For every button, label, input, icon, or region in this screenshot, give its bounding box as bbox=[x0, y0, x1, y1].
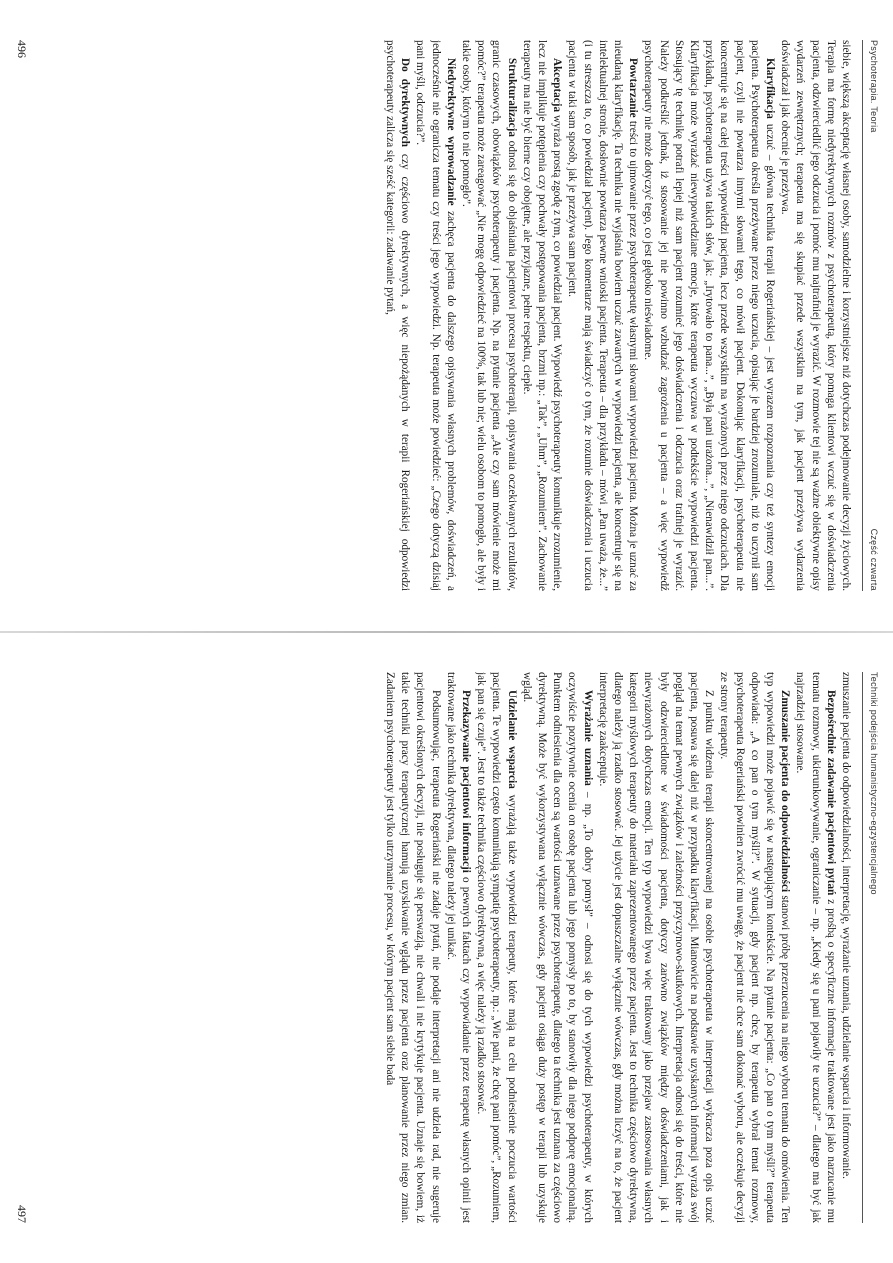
paragraph: Przekazywanie pacjentowi informacji o pewnych faktach czy wypowiadanie przez terapeutę własnych opinii jest traktowane jako technika dyrektywna, dlatego należy jej unikać. bbox=[444, 672, 472, 1223]
paragraph: Podsumowując, terapeuta Rogeriański nie zadaje pytań, nie podaje interpretacji ani nie udziela rad, nie sugeruje pacjentowi określonych decyzji, nie posługuje się perswazją, nie chwali i nie krytykuje pacjenta. Uznaje się bowiem, iż takie techniki pracy terapeutycznej hamują uzyskiwanie wglądu przez pacjenta oraz planowanie przez niego zmian. Zadaniem psychoterapeuty jest tylko utrzymanie procesu, w którym pacjent sam siebie bada bbox=[383, 672, 442, 1223]
running-head-left: Psychoterapia. Teoria bbox=[869, 40, 879, 133]
running-head bbox=[865, 40, 879, 591]
paragraph: Zmuszanie pacjenta do odpowiedzialności stanowi próbę przerzucenia na niego wyboru tematu do omówienia. Ten typ wypowiedzi może pojawić się w następującym kontekście. Na pytanie pacjenta: „Co pan o tym myśli?” terapeuta odpowiada: „A co pan o tym myśli?”. W sytuacji, gdy pacjent np. chce, by terapeuta wybrał temat rozmowy, psychoterapeuta Rogeriański powinien zwrócić mu uwagę, że pacjent nie chce sam dokonać wyboru, ale oczekuje decyzji ze strony terapeuty. bbox=[718, 672, 792, 1223]
paragraph: Powtarzanie treści to ujmowanie przez psychoterapeutę własnymi słowami wypowiedzi pacjenta. Można je uznać za nieudaną klaryfikację. Ta technika nie wyjaśnia bowiem uczuć zawartych w wypowiedzi pacjenta, ale koncentruje się na intelektualnej stronie, dosłownie powtarza pewne wnioski pacjenta. Terapeuta – dla przykładu – mówi „Pan uważa, że...” (i tu streszcza to, co powiedział pacjent). Jego komentarze mają świadczyć o tym, że rozumie doświadczenia i uczucia pacjenta w taki sam sposób, jak je przeżywa sam pacjent. bbox=[566, 40, 640, 591]
paragraph: Wyrażanie uznania – np. „To dobry pomysł” – odnosi się do tych wypowiedzi psychoterapeuty, w których oczywiście pozytywnie ocenia on osobę pacjenta lub jego pomysły po to, by stanowiły dla niego podporę emocjonalną. Punktem odniesienia dla ocen są wartości uznawane przez psychoterapeutę, dlatego ta technika jest uznana za częściowo dyrektywną. Może być wykorzystywana wyłącznie wówczas, gdy pacjent osiąga duży postęp w terapii lub uzyskuje wgląd. bbox=[520, 672, 594, 1223]
header-rule bbox=[862, 40, 863, 591]
paragraph: Bezpośrednie zadawanie pacjentowi pytań z prośbą o specyficzne informacje traktowane jest jako narzucanie mu tematu rozmowy, ukierunkowywanie, ograniczanie – np. „Kiedy się u pani pojawiły te uczucia?” – dlatego ma być jak najrzadziej stosowane. bbox=[794, 672, 837, 1223]
paragraph: Z punktu widzenia terapii skoncentrowanej na osobie psychoterapeuta w interpretacji wykracza poza opis uczuć pacjenta, posuwa się dalej niż w przypadku klaryfikacji. Mianowicie na podstawie uzyskanych informacji wyraża swój pogląd na temat pewnych związków i zależności przyczynowo-skutkowych. Interpretacja odnosi się do treści, które nie były odzwierciedlone w świadomości pacjenta, dotyczy zarówno związków między doświadczeniami, jak i niewyrażonych dotychczas emocji. Ten typ wypowiedzi bywa więc traktowany jako przejaw zastosowania własnych kategorii myślowych terapeuty do materiału zaprezentowanego przez pacjenta. Jest to technika częściowo dyrektywna, dlatego należy ją rzadko stosować. Jej użycie jest dopuszczalne wyłącznie wówczas, gdy można liczyć na to, że pacjent interpretację zaakceptuje. bbox=[596, 672, 716, 1223]
paragraph: Do dyrektywnych czy częściowo dyrektywnych, a więc niepożądanych w terapii Rogeriańskiej odpowiedzi psychoterapeuty zalicza się sześć kategorii: zadawanie pytań, bbox=[383, 40, 412, 591]
paragraph: Strukturalizacja odnosi się do objaśniania pacjentowi procesu psychoterapii, opisywania oczekiwanych rezultatów, granic czasowych, obowiązków psychoterapeuty i pacjenta. Np. na pytanie pacjenta „Ale czy sam mówienie może mi pomóc?” terapeuta może zareagować „Nie mogę odpowiedzieć na 100%, tak lub nie; wielu osobom to pomogło, ale były i takie osoby, którym to nie pomogło”. bbox=[459, 40, 518, 591]
running-head bbox=[865, 672, 879, 1223]
body-text bbox=[45, 40, 853, 591]
paragraph: Klaryfikacja uczuć – główna technika terapii Rogeriańskiej – jest wyrazem rozpoznania czy też syntezy emocji pacjenta. Psychoterapeuta określa przeżywane przez niego uczucia, opisując je bardziej zrozumiale, niż to uczynił sam pacjent, czyli nie powtarza innymi słowami tego, co mówił pacjent. Dokonując klaryfikacji, psychoterapeuta nie koncentruje się na całej treści wypowiedzi pacjenta, lecz przede wszystkim na wyrażonych przez niego odczuciach. Dla przykładu, psychoterapeuta używa takich słów, jak: „Irytowało to pana...”, „Była pani urażona...”, „Nienawidził pan...”. Klaryfikacja może wyrażać niewypowiedziane emocje, które terapeuta wyczuwa w podtekście wypowiedzi pacjenta. Stosujący tę technikę potrafi lepiej niż sam pacjent rozumieć jego doświadczenia i odczucia oraz trafniej je wyrazić. Należy podkreślić jednak, iż stosowanie jej nie powinno wzbudzać zagrożenia u pacjenta – a więc wypowiedź psychoterapeuty nie może dotyczyć tego, co jest głęboko nieświadome. bbox=[642, 40, 776, 591]
header-rule bbox=[862, 672, 863, 1223]
page-number: 497 bbox=[15, 1205, 29, 1223]
running-head-left: Techniki podejścia humanistyczno-egzystencjalnego bbox=[869, 672, 879, 895]
book-page-496 bbox=[0, 0, 893, 631]
paragraph: siebie, większą akceptację własnej osoby, samodzielne i korzystniejsze niż dotychczas podejmowanie decyzji życiowych. Terapia ma formę niedyrektywnych rozmów z psychoterapeutą, który pomaga klientowi wczuć się w doświadczenia pacjenta, odzwierciedlić jego odczucia i pomóc mu najtrafniej je wyrazić. W rozmowie tej nie są ważne obiektywne opisy wydarzeń zewnętrznych; terapeuta ma się skupiać przede wszystkim na tym, jak pacjent przeżywa wydarzenia doświadczał i jak obecnie je przeżywa. bbox=[779, 40, 852, 591]
paragraph: zmuszanie pacjenta do odpowiedzialności, interpretację, wyrażanie uznania, udzielanie wsparcia i informowanie. bbox=[840, 672, 852, 1179]
book-page-497 bbox=[0, 632, 893, 1263]
running-head-right: Część czwarta bbox=[869, 528, 879, 591]
page-number: 496 bbox=[15, 40, 29, 58]
paragraph: Udzielanie wsparcia wyrażają także wypowiedzi terapeuty, które mają na celu podniesienie poczucia wartości pacjenta. Te wypowiedzi często komunikują sympatię psychoterapeuty, np.: „Wie pani, że chcę pani pomóc”, „Rozumiem, jak pan się czuje”. Jest to także technika częściowo dyrektywna, a więc należy ją rzadko stosować. bbox=[475, 672, 518, 1223]
paragraph: Niedyrektywne wprowadzanie zachęca pacjenta do dalszego opisywania własnych problemów, doświadczeń, a jednocześnie nie ogranicza tematu czy treści jego wypowiedzi. Np. terapeuta może powiedzieć: „Czego dotyczą dzisiaj pani myśli, odczucia?”. bbox=[414, 40, 457, 591]
paragraph: Akceptacja wyraża prostą zgodę z tym, co powiedział pacjent. Wypowiedź psychoterapeuty komunikuje zrozumienie, lecz nie implikuje potępienia czy pochwały postępowania pacjenta, brzmi np.: „Tak”, „Uhm”, „Rozumiem”. Zachowanie terapeuty ma nie być bierne czy obojętne, ale przyjazne, pełne respektu, ciepłe. bbox=[520, 40, 564, 591]
body-text bbox=[45, 672, 853, 1223]
